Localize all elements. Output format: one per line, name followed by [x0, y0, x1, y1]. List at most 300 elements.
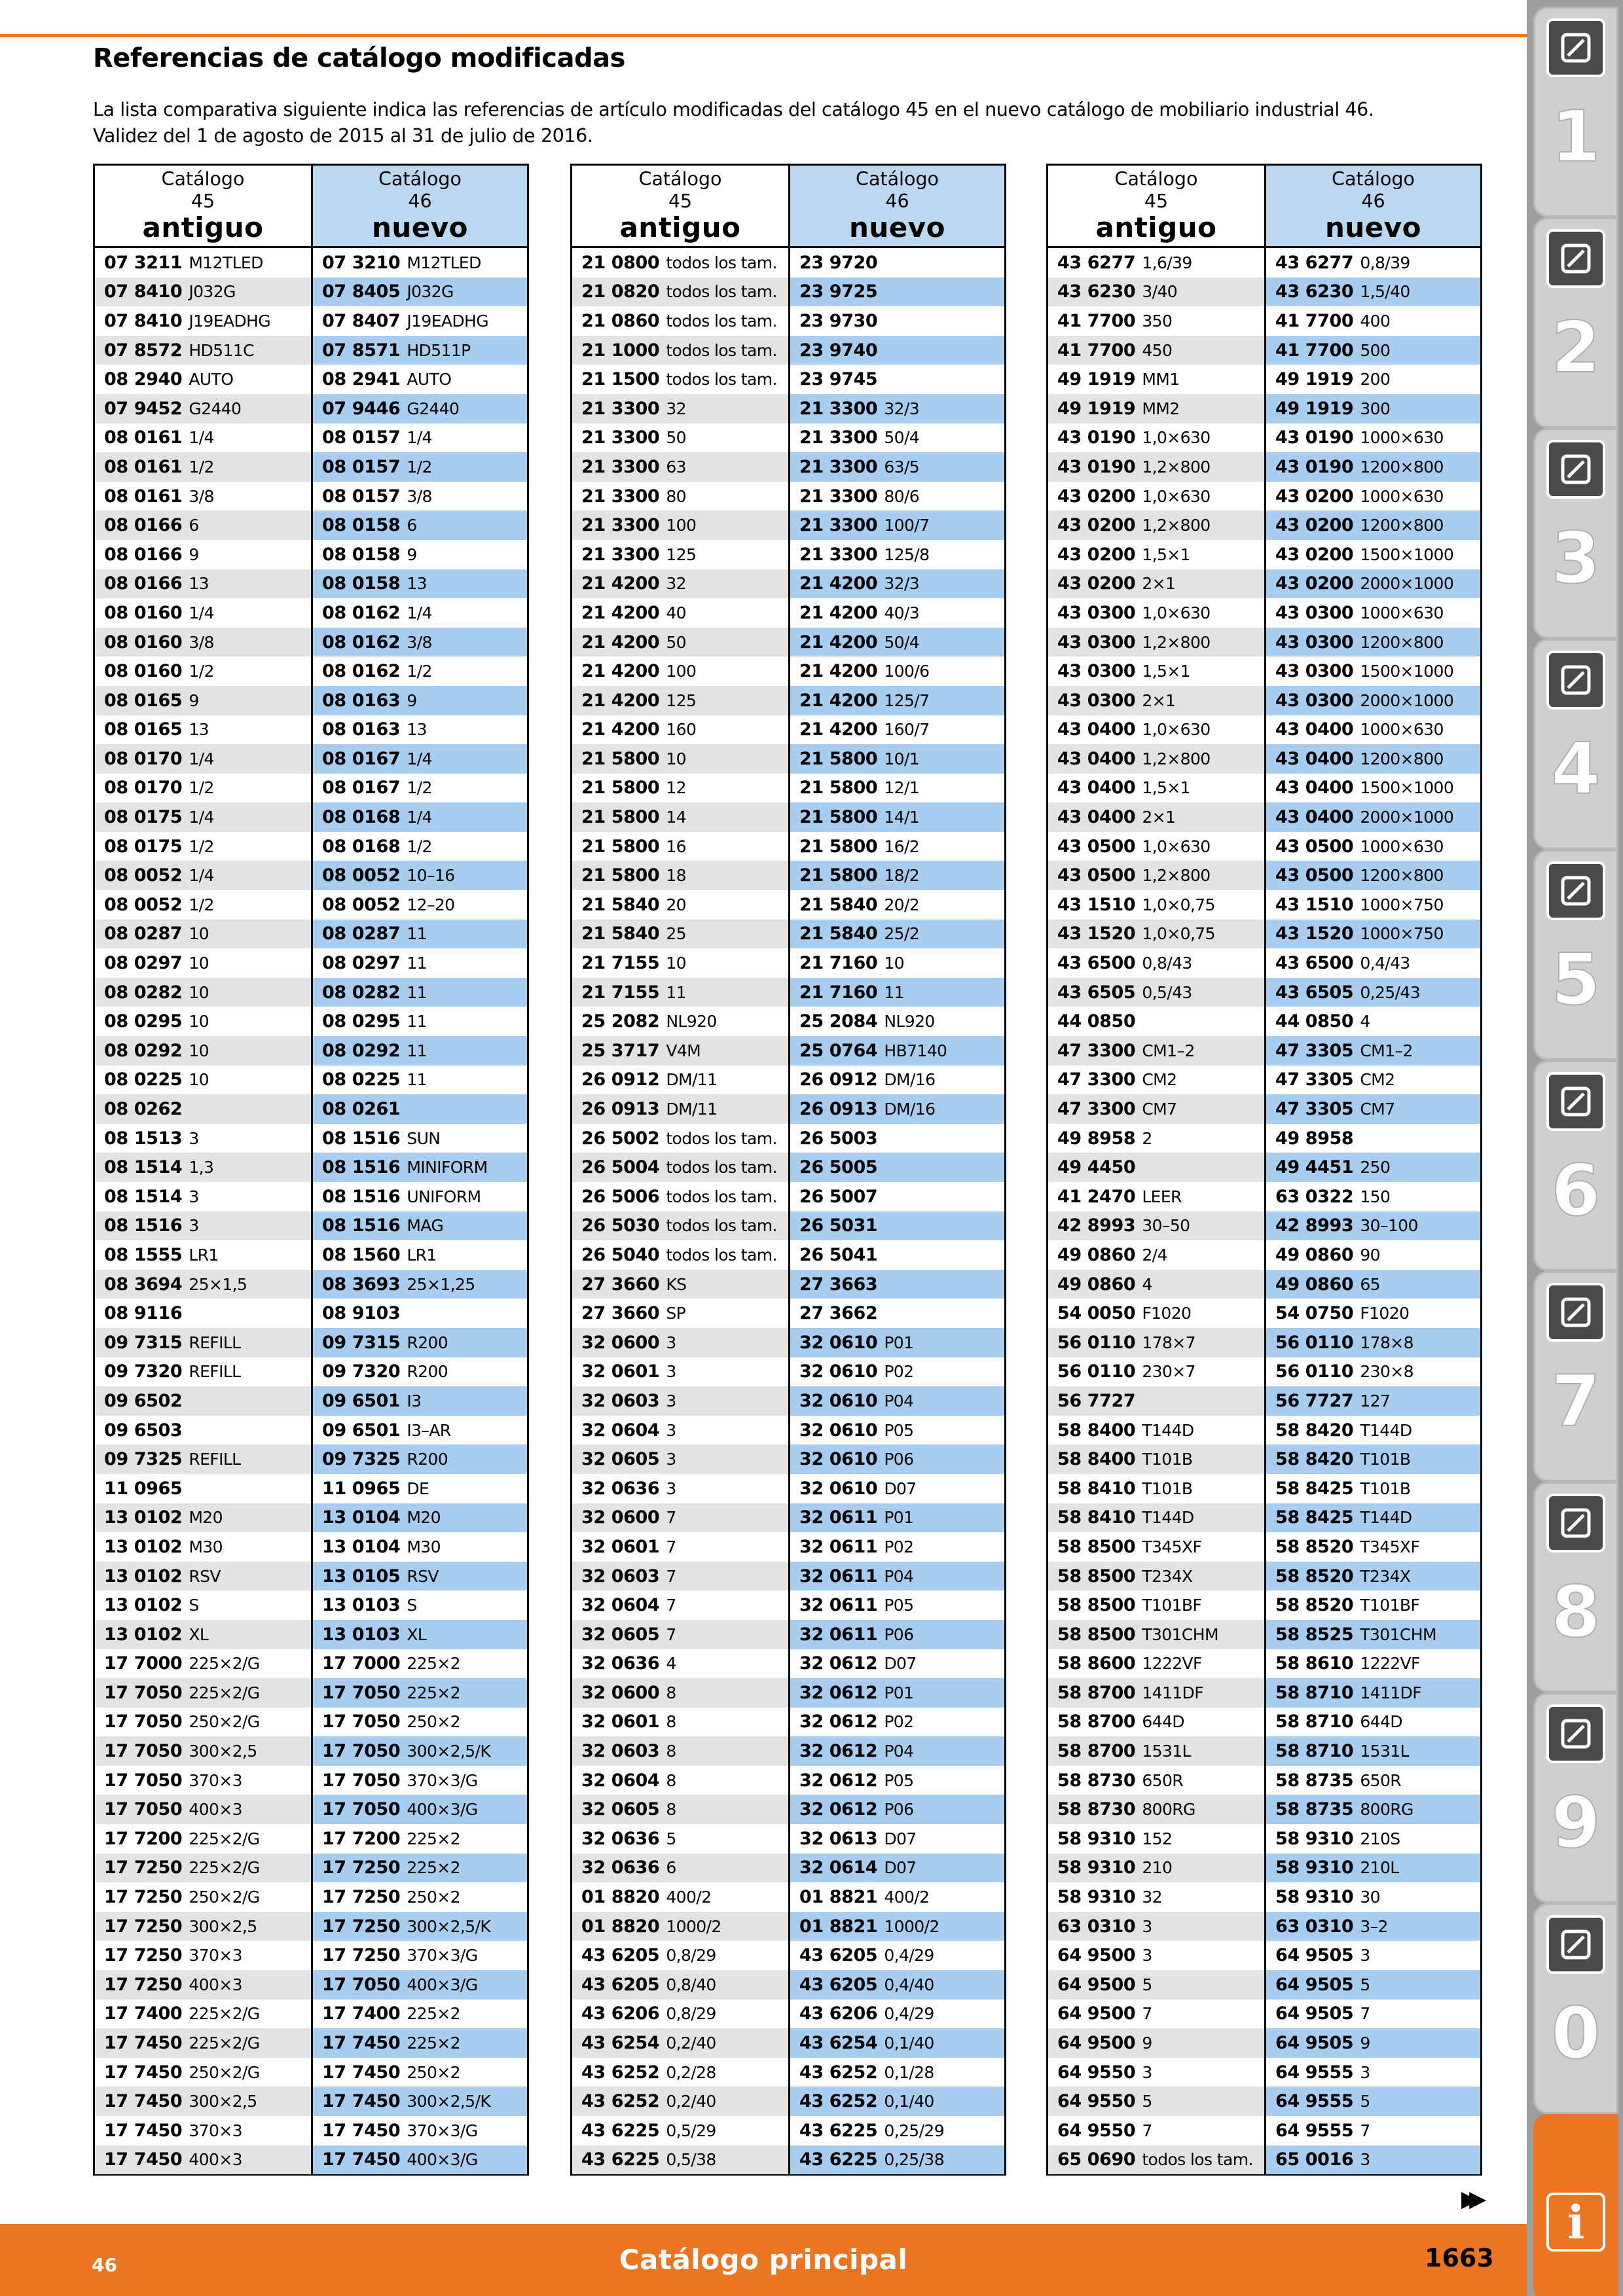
article-number: 08 1516 [322, 1186, 401, 1207]
article-size: 1,5×1 [1142, 778, 1190, 798]
table-row [572, 920, 1004, 949]
new-reference-cell [1264, 774, 1480, 803]
new-reference-cell [311, 336, 527, 365]
new-reference-cell [1264, 598, 1480, 628]
article-number: 08 1513 [104, 1128, 183, 1149]
article-number: 08 0297 [322, 953, 401, 974]
header-catalog-label: nuevo [1324, 211, 1422, 243]
article-size: 6 [666, 1858, 676, 1878]
article-size: 1200×800 [1360, 632, 1444, 652]
old-reference-cell [95, 861, 311, 890]
table-row [1048, 248, 1480, 278]
article-size: 5 [1360, 2092, 1370, 2111]
table-row [1048, 1299, 1480, 1328]
article-number: 43 6277 [1275, 252, 1354, 273]
article-size: REFILL [189, 1362, 241, 1382]
article-number: 58 8520 [1275, 1536, 1354, 1557]
article-number: 08 0165 [104, 690, 183, 711]
article-size: J032G [407, 282, 454, 302]
article-number: 26 5003 [799, 1128, 878, 1149]
article-size: 3 [1142, 2062, 1152, 2082]
article-size: 230×7 [1142, 1362, 1195, 1382]
new-reference-cell [311, 1941, 527, 1970]
article-number: 09 6501 [322, 1390, 401, 1411]
old-reference-cell [1048, 423, 1264, 453]
article-size: 225×2 [407, 1683, 460, 1702]
article-size: 10/1 [884, 749, 920, 768]
comparison-table-3 [1046, 164, 1482, 2176]
new-reference-cell [311, 1912, 527, 1941]
article-size: XL [189, 1624, 209, 1644]
article-number: 21 5800 [799, 807, 878, 828]
article-size: 18 [666, 866, 686, 886]
article-number: 58 8700 [1057, 1741, 1136, 1762]
article-number: 43 0200 [1057, 486, 1136, 507]
article-size: 3 [189, 1187, 199, 1206]
article-size: 250×2 [407, 1712, 460, 1732]
new-reference-cell [311, 1532, 527, 1562]
article-size: 11 [666, 982, 686, 1002]
article-number: 56 0110 [1057, 1332, 1136, 1353]
new-reference-cell [788, 1708, 1004, 1737]
new-reference-cell [788, 1649, 1004, 1679]
article-number: 47 3300 [1057, 1099, 1136, 1120]
table-body [1048, 248, 1480, 2174]
table-row [572, 1678, 1004, 1708]
article-number: 26 0913 [581, 1099, 660, 1120]
old-reference-cell [95, 2058, 311, 2087]
article-number: 58 8730 [1057, 1770, 1136, 1791]
old-reference-cell [95, 1620, 311, 1649]
article-number: 17 7050 [322, 1682, 401, 1703]
article-number: 43 0400 [1057, 807, 1136, 828]
article-number: 21 5840 [581, 894, 660, 915]
article-size: 300×2,5 [189, 2092, 257, 2111]
table-row [572, 686, 1004, 715]
article-number: 17 7050 [322, 1799, 401, 1820]
table-row [1048, 394, 1480, 423]
chapter-tab-1[interactable] [1533, 7, 1618, 217]
article-number: 17 7050 [104, 1799, 183, 1820]
old-reference-cell [572, 686, 788, 715]
article-number: 17 7050 [104, 1770, 183, 1791]
article-number: 17 7250 [104, 1945, 183, 1966]
article-number: 32 0611 [799, 1595, 878, 1616]
chapter-tab-6[interactable] [1533, 1060, 1618, 1271]
header-catalog-number: 45 [191, 190, 215, 212]
new-reference-cell [1264, 744, 1480, 774]
article-size: R200 [407, 1362, 448, 1382]
new-reference-cell [788, 715, 1004, 745]
table-row [1048, 365, 1480, 394]
table-row [95, 1590, 527, 1620]
old-reference-cell [572, 715, 788, 745]
article-number: 21 4200 [799, 602, 878, 623]
header-catalog-number: 46 [885, 190, 909, 212]
article-size: T345XF [1360, 1537, 1420, 1556]
table-row [572, 1708, 1004, 1737]
table-row [1048, 1941, 1480, 1970]
intro-text [93, 97, 1501, 149]
article-number: 43 6205 [799, 1945, 878, 1966]
new-reference-cell [311, 1357, 527, 1387]
article-size: 13 [189, 574, 209, 594]
new-reference-cell [1264, 978, 1480, 1007]
table-row [572, 365, 1004, 394]
article-number: 43 0300 [1275, 632, 1354, 653]
article-size: M12TLED [407, 253, 481, 272]
article-number: 64 9500 [1057, 1945, 1136, 1966]
article-number: 21 4200 [799, 573, 878, 594]
article-number: 08 0166 [104, 515, 183, 536]
drill-bit-icon [1546, 18, 1605, 77]
article-number: 25 2084 [799, 1011, 878, 1032]
article-size: 0,8/29 [666, 2004, 716, 2024]
article-number: 49 1919 [1275, 398, 1354, 419]
table-row [1048, 1386, 1480, 1416]
new-reference-cell [1264, 832, 1480, 861]
article-number: 27 3663 [799, 1274, 878, 1295]
article-size: 100/7 [884, 516, 930, 535]
new-reference-cell [311, 2000, 527, 2029]
old-reference-cell [1048, 861, 1264, 890]
table-row [572, 890, 1004, 920]
article-size: 125/8 [884, 545, 930, 564]
next-page-arrows[interactable]: ▶▶ [1461, 2186, 1478, 2212]
article-number: 54 0050 [1057, 1303, 1136, 1324]
article-number: 09 6501 [322, 1420, 401, 1441]
article-number: 43 6205 [799, 1974, 878, 1995]
article-size: S [407, 1596, 417, 1615]
article-number: 32 0610 [799, 1449, 878, 1470]
article-number: 17 7250 [104, 1857, 183, 1878]
article-size: 644D [1360, 1712, 1402, 1732]
table-row [572, 2028, 1004, 2058]
article-size: REFILL [189, 1333, 241, 1352]
article-number: 17 7250 [104, 1887, 183, 1908]
article-size: 644D [1142, 1712, 1184, 1732]
old-reference-cell [1048, 1066, 1264, 1095]
new-reference-cell [788, 978, 1004, 1007]
article-size: 1/2 [189, 662, 214, 681]
article-size: M30 [189, 1537, 223, 1556]
table-row [1048, 511, 1480, 540]
article-size: 1/2 [407, 778, 432, 798]
table-row [572, 2087, 1004, 2116]
article-number: 32 0611 [799, 1624, 878, 1645]
table-row [1048, 774, 1480, 803]
old-reference-cell [95, 948, 311, 978]
article-number: 43 6252 [799, 2091, 878, 2112]
new-reference-cell [788, 2145, 1004, 2175]
old-reference-cell [95, 1912, 311, 1941]
table-row [1048, 1270, 1480, 1299]
table-row [95, 948, 527, 978]
safety-gear-icon [1546, 1915, 1605, 1974]
article-number: 44 0850 [1275, 1011, 1354, 1032]
article-number: 08 0295 [104, 1011, 183, 1032]
article-number: 64 9550 [1057, 2062, 1136, 2083]
article-size: MM1 [1142, 370, 1180, 389]
article-number: 17 7400 [104, 2003, 183, 2024]
article-number: 17 7200 [322, 1828, 401, 1849]
article-number: 09 7315 [104, 1332, 183, 1353]
new-reference-cell [311, 1590, 527, 1620]
article-number: 43 0200 [1057, 544, 1136, 565]
article-size: 1,3 [189, 1158, 214, 1177]
article-number: 32 0636 [581, 1478, 660, 1499]
article-size: 7 [1360, 2004, 1370, 2024]
article-number: 17 7050 [322, 1741, 401, 1762]
article-number: 08 0157 [322, 427, 401, 448]
article-number: 08 9103 [322, 1303, 401, 1324]
article-number: 32 0604 [581, 1595, 660, 1616]
article-size: 1/4 [189, 866, 214, 886]
new-reference-cell [788, 1007, 1004, 1036]
article-number: 41 7700 [1057, 310, 1136, 331]
new-reference-cell [1264, 2145, 1480, 2175]
table-row [572, 598, 1004, 628]
new-reference-cell [311, 248, 527, 278]
table-row [1048, 1678, 1480, 1708]
article-number: 21 3300 [581, 427, 660, 448]
article-size: 5 [1142, 1975, 1152, 1994]
article-size: UNIFORM [407, 1187, 481, 1206]
article-size: D07 [884, 1858, 917, 1878]
old-reference-cell [95, 890, 311, 920]
article-size: 10–16 [407, 866, 455, 886]
article-size: todos los tam. [666, 1216, 777, 1236]
new-reference-cell [788, 832, 1004, 861]
old-reference-cell [1048, 832, 1264, 861]
article-size: 3 [666, 1391, 676, 1410]
article-number: 43 6225 [799, 2149, 878, 2170]
article-number: 07 8407 [322, 310, 401, 331]
article-size: T234X [1360, 1566, 1411, 1586]
article-number: 09 7320 [322, 1361, 401, 1382]
article-number: 08 0297 [104, 953, 183, 974]
article-size: 225×2 [407, 1654, 460, 1674]
table-row [95, 569, 527, 599]
article-size: J19EADHG [407, 311, 489, 331]
old-reference-cell [572, 1620, 788, 1649]
table-row [572, 715, 1004, 745]
table-body [95, 248, 527, 2174]
old-reference-cell [1048, 920, 1264, 949]
article-number: 17 7450 [104, 2149, 183, 2170]
article-size: 10 [189, 982, 209, 1002]
article-size: 0,8/29 [666, 1946, 716, 1965]
old-reference-cell [572, 1708, 788, 1737]
old-reference-cell [95, 1416, 311, 1445]
article-number: 49 0860 [1057, 1244, 1136, 1265]
article-size: 1000×630 [1360, 720, 1444, 740]
table-row [572, 1386, 1004, 1416]
chapter-tab-7[interactable] [1533, 1271, 1618, 1482]
new-reference-cell [311, 1299, 527, 1328]
table-row [572, 1240, 1004, 1270]
article-size: 0,8/39 [1360, 253, 1410, 272]
article-number: 21 3300 [799, 486, 878, 507]
old-reference-cell [1048, 394, 1264, 423]
old-reference-cell [95, 2145, 311, 2175]
old-reference-cell [1048, 1708, 1264, 1737]
article-size: 2/4 [1142, 1245, 1167, 1265]
article-number: 08 1516 [322, 1215, 401, 1236]
article-size: 225×2 [407, 1858, 460, 1878]
article-number: 58 8425 [1275, 1507, 1354, 1528]
new-reference-cell [311, 1736, 527, 1766]
new-reference-cell [1264, 628, 1480, 657]
article-number: 21 3300 [581, 456, 660, 477]
article-size: CM1–2 [1360, 1041, 1413, 1060]
article-size: T101BF [1360, 1596, 1420, 1615]
old-reference-cell [1048, 336, 1264, 365]
article-number: 08 0162 [322, 632, 401, 653]
article-number: 26 5040 [581, 1244, 660, 1265]
new-reference-cell [311, 1182, 527, 1211]
chapter-number: 0 [1551, 1993, 1601, 2075]
article-number: 32 0611 [799, 1566, 878, 1587]
new-reference-cell [788, 1153, 1004, 1182]
article-number: 08 0282 [322, 982, 401, 1003]
new-reference-cell [788, 1766, 1004, 1795]
new-reference-cell [1264, 248, 1480, 278]
article-number: 08 0166 [104, 544, 183, 565]
new-reference-cell [788, 802, 1004, 832]
new-reference-cell [311, 2058, 527, 2087]
article-number: 43 6225 [799, 2120, 878, 2141]
article-number: 11 0965 [322, 1478, 401, 1499]
chapter-tab-8[interactable] [1533, 1482, 1618, 1693]
article-number: 08 0160 [104, 602, 183, 623]
article-number: 58 8700 [1057, 1682, 1136, 1703]
article-size: 152 [1142, 1829, 1173, 1848]
article-size: 10 [884, 954, 904, 973]
article-number: 21 5800 [581, 748, 660, 769]
new-reference-cell [788, 1970, 1004, 2000]
old-reference-cell [572, 598, 788, 628]
article-size: 9 [189, 691, 199, 710]
article-number: 27 3662 [799, 1303, 878, 1324]
chapter-tab-4[interactable] [1533, 639, 1618, 850]
table-row [1048, 1736, 1480, 1766]
article-number: 49 8958 [1275, 1128, 1354, 1149]
article-number: 08 2941 [322, 369, 401, 390]
article-number: 58 8710 [1275, 1712, 1354, 1732]
article-number: 08 1516 [322, 1157, 401, 1178]
new-reference-cell [788, 1211, 1004, 1241]
article-number: 32 0603 [581, 1390, 660, 1411]
article-number: 32 0605 [581, 1449, 660, 1470]
article-number: 43 0190 [1057, 427, 1136, 448]
article-size: 20/2 [884, 895, 920, 914]
article-number: 65 0690 [1057, 2149, 1136, 2170]
article-number: 08 0158 [322, 544, 401, 565]
article-size: HB7140 [884, 1041, 947, 1060]
article-size: 400×3/G [407, 2150, 478, 2170]
chapter-tab-9[interactable] [1533, 1693, 1618, 1903]
new-reference-cell [788, 2000, 1004, 2029]
article-size: 11 [407, 954, 427, 973]
article-size: P04 [884, 1742, 914, 1761]
old-reference-cell [95, 1036, 311, 1066]
new-reference-cell [1264, 1182, 1480, 1211]
footer-left-page-number: 46 [92, 2254, 117, 2276]
article-number: 43 0300 [1057, 632, 1136, 653]
chapter-tab-0[interactable] [1533, 1903, 1618, 2114]
article-number: 17 7450 [322, 2091, 401, 2112]
table-row [1048, 1912, 1480, 1941]
new-reference-cell [788, 1094, 1004, 1124]
article-number: 32 0601 [581, 1712, 660, 1732]
article-number: 64 9555 [1275, 2062, 1354, 2083]
table-row [1048, 1766, 1480, 1795]
chapter-tab-3[interactable] [1533, 428, 1618, 639]
chapter-number: 7 [1551, 1361, 1601, 1443]
new-reference-cell [788, 890, 1004, 920]
old-reference-cell [1048, 511, 1264, 540]
new-reference-cell [1264, 1882, 1480, 1912]
table-row [572, 1649, 1004, 1679]
table-row [1048, 2116, 1480, 2145]
article-size: P01 [884, 1333, 914, 1352]
article-size: 40/3 [884, 603, 920, 622]
table-row [572, 802, 1004, 832]
article-number: 21 1500 [581, 369, 660, 390]
article-number: 13 0104 [322, 1536, 401, 1557]
chapter-tab-2[interactable] [1533, 217, 1618, 428]
article-number: 43 0500 [1057, 865, 1136, 886]
article-size: 1000×630 [1360, 603, 1444, 622]
article-size: T101B [1360, 1479, 1411, 1498]
table-row [1048, 1182, 1480, 1211]
article-size: 1200×800 [1360, 866, 1444, 886]
new-reference-cell [311, 686, 527, 715]
article-number: 08 1516 [322, 1128, 401, 1149]
new-reference-cell [1264, 1240, 1480, 1270]
table-row [572, 423, 1004, 453]
old-reference-cell [572, 2000, 788, 2029]
article-size: 1,0×630 [1142, 428, 1211, 448]
article-number: 13 0104 [322, 1507, 401, 1528]
new-reference-cell [788, 569, 1004, 599]
article-number: 09 7325 [104, 1449, 183, 1470]
table-row [572, 278, 1004, 307]
article-size: P06 [884, 1800, 914, 1820]
article-number: 08 2940 [104, 369, 183, 390]
article-size: 3 [666, 1333, 676, 1352]
table-row [95, 1124, 527, 1153]
article-size: 7 [1142, 2004, 1152, 2024]
article-number: 08 0162 [322, 661, 401, 682]
table-row [95, 365, 527, 394]
old-reference-cell [572, 890, 788, 920]
old-reference-cell [1048, 1357, 1264, 1387]
article-size: 650R [1142, 1770, 1184, 1790]
article-size: P02 [884, 1712, 914, 1732]
chapter-tab-5[interactable] [1533, 850, 1618, 1060]
info-tab[interactable] [1533, 2114, 1618, 2296]
new-reference-cell [788, 1620, 1004, 1649]
article-size: T301CHM [1360, 1624, 1436, 1644]
article-size: 32/3 [884, 574, 920, 594]
article-size: NL920 [666, 1012, 717, 1031]
article-number: 26 5007 [799, 1186, 878, 1207]
table-row [1048, 832, 1480, 861]
new-reference-cell [1264, 482, 1480, 511]
old-reference-cell [1048, 1854, 1264, 1883]
